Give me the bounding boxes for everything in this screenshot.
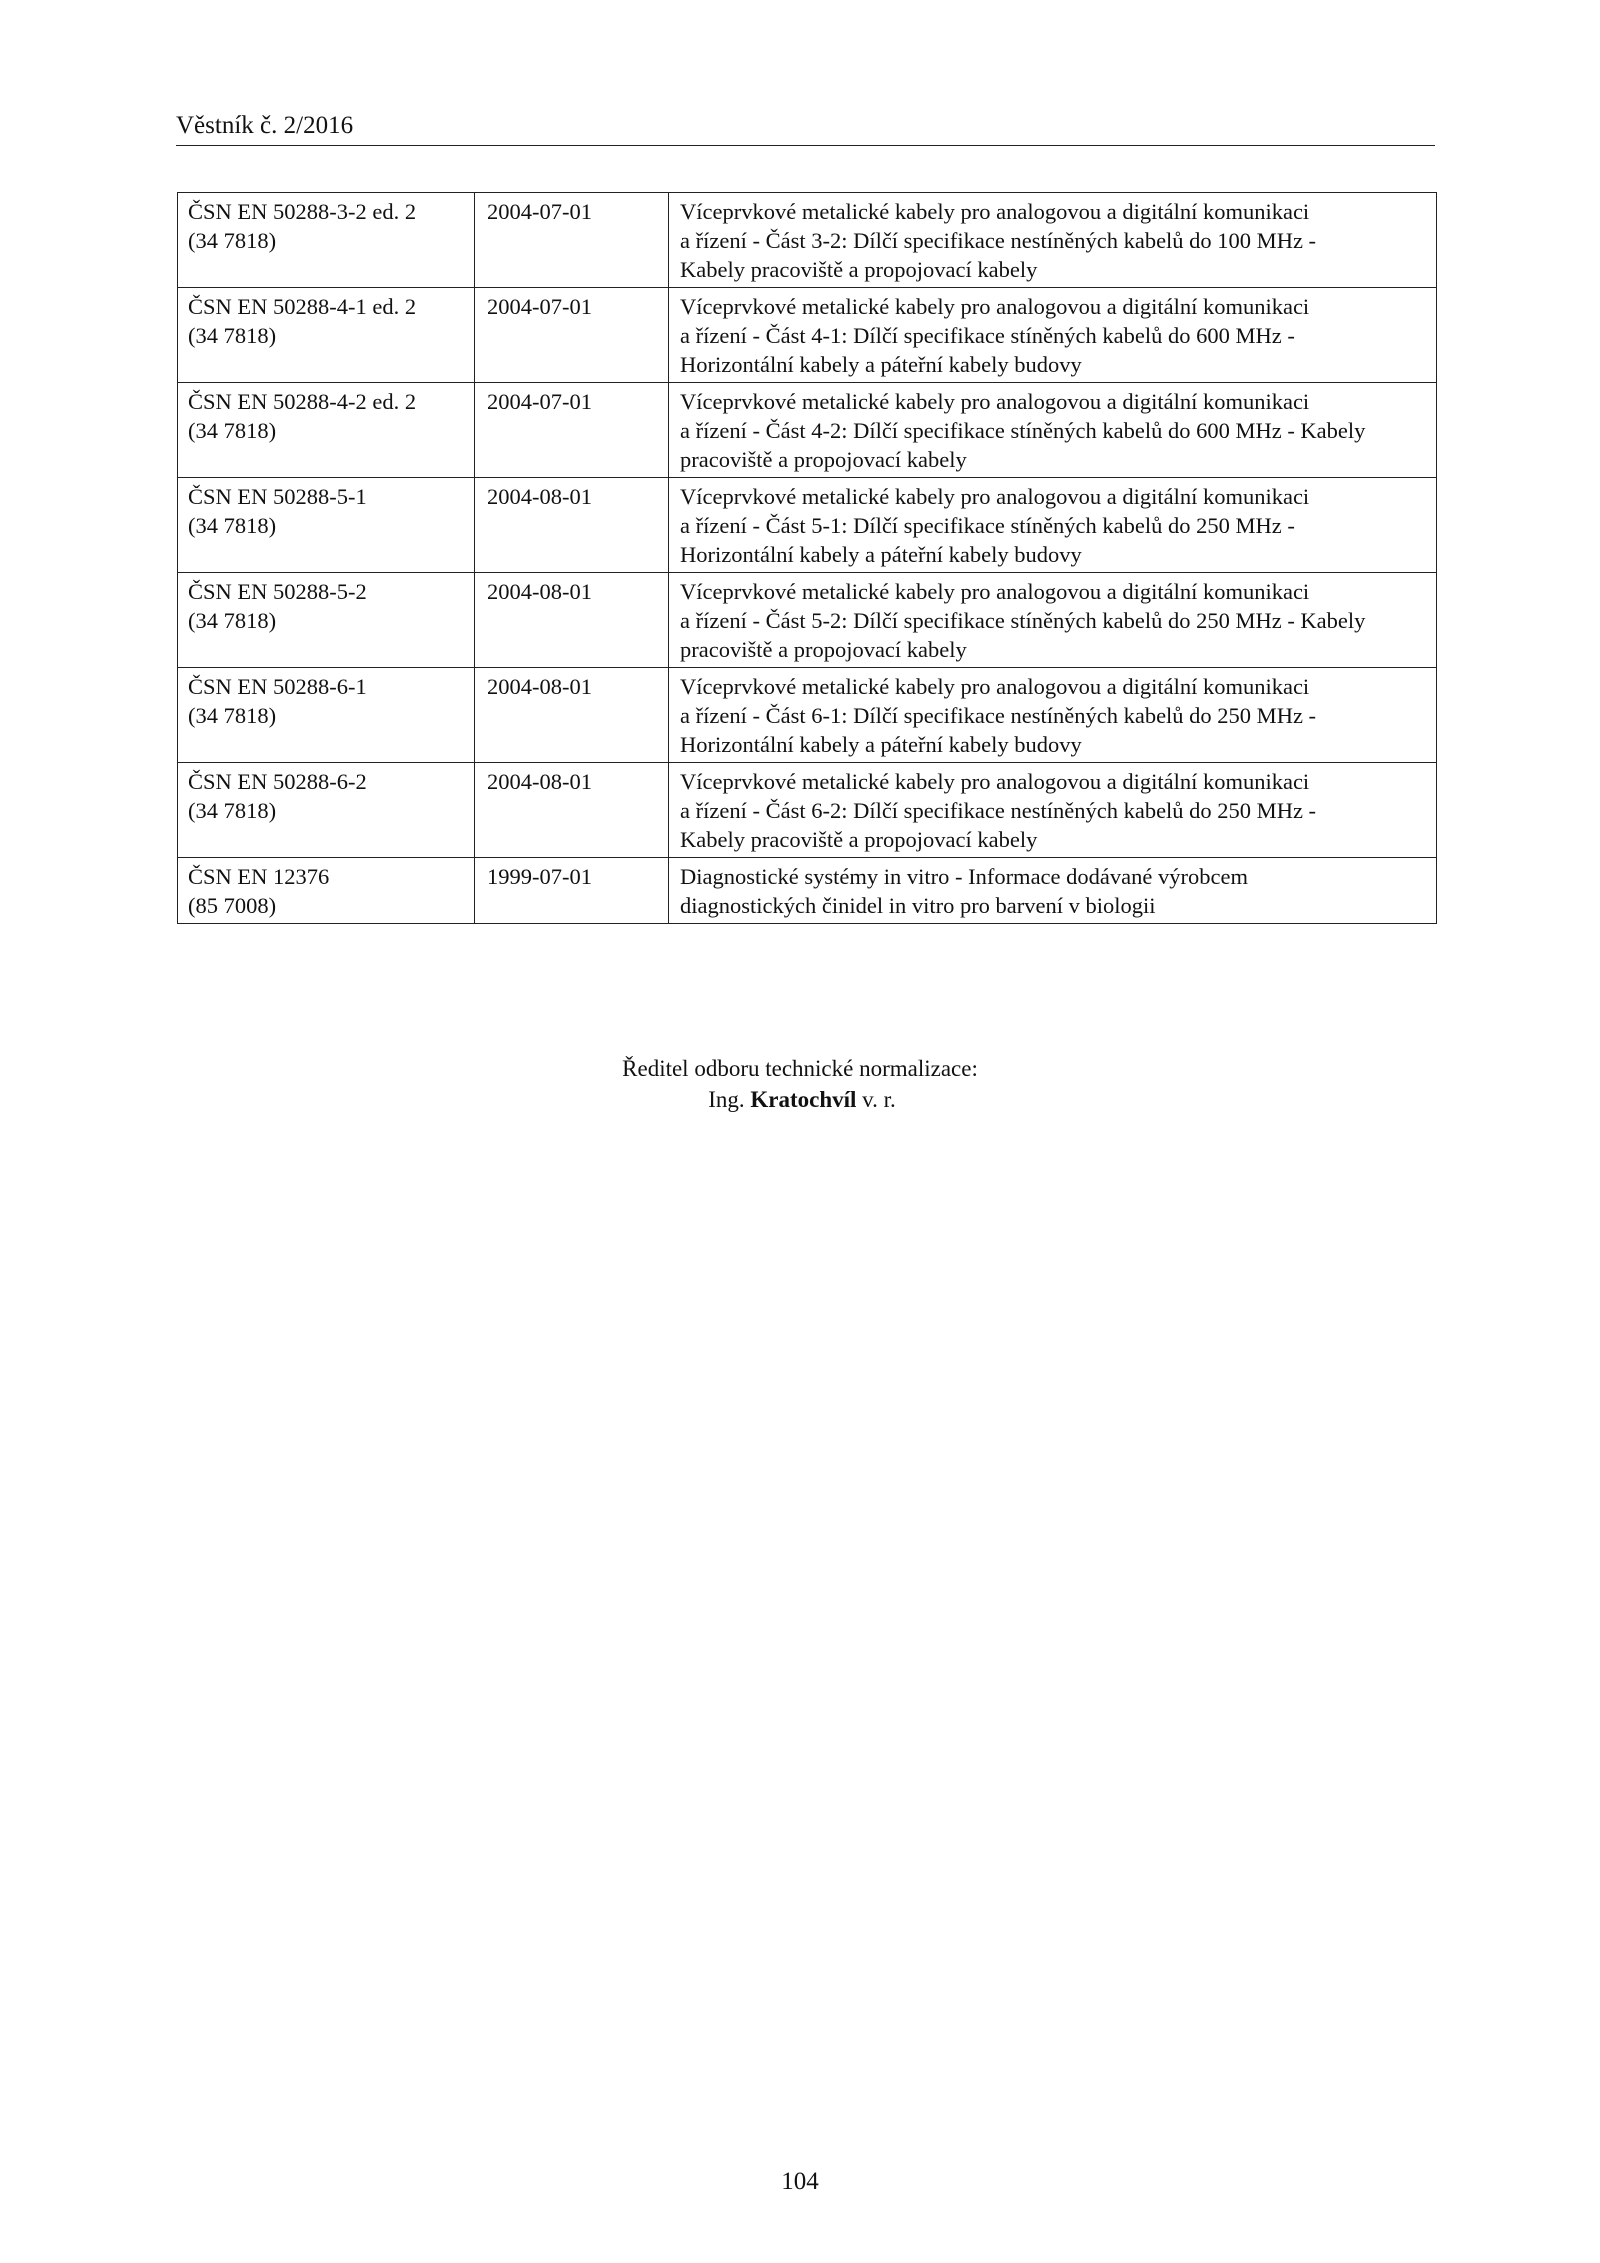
effective-date: 2004-08-01 [487, 769, 592, 794]
signature-name: Kratochvíl [750, 1087, 857, 1112]
description-line: Víceprvkové metalické kabely pro analogovou a digitální komunikaci [680, 484, 1310, 509]
table-row [178, 478, 1437, 573]
standard-class-number: (34 7818) [188, 703, 277, 728]
description-line: Víceprvkové metalické kabely pro analogovou a digitální komunikaci [680, 674, 1310, 699]
description-line: Kabely pracoviště a propojovací kabely [680, 257, 1038, 282]
description-line: Diagnostické systémy in vitro - Informace dodávané výrobcem [680, 864, 1248, 889]
description-line: Horizontální kabely a páteřní kabely budovy [680, 542, 1082, 567]
signature-name-line [0, 1084, 1600, 1115]
standard-cell [178, 383, 475, 478]
description-line: diagnostických činidel in vitro pro barvení v biologii [680, 893, 1156, 918]
standard-code: ČSN EN 50288-5-1 [188, 484, 367, 509]
table-row [178, 573, 1437, 668]
standard-code: ČSN EN 50288-6-2 [188, 769, 367, 794]
standard-cell [178, 763, 475, 858]
description-line: a řízení - Část 5-1: Dílčí specifikace stíněných kabelů do 250 MHz - [680, 513, 1295, 538]
signature-role: Ředitel odboru technické normalizace: [622, 1056, 978, 1081]
description-cell [669, 193, 1437, 288]
description-line: Víceprvkové metalické kabely pro analogovou a digitální komunikaci [680, 294, 1310, 319]
description-line: Víceprvkové metalické kabely pro analogovou a digitální komunikaci [680, 199, 1310, 224]
signature-prefix: Ing. [708, 1087, 745, 1112]
effective-date: 2004-07-01 [487, 294, 592, 319]
effective-date: 2004-07-01 [487, 199, 592, 224]
table-row [178, 383, 1437, 478]
standard-cell [178, 288, 475, 383]
description-cell [669, 573, 1437, 668]
standard-code: ČSN EN 50288-4-2 ed. 2 [188, 389, 417, 414]
standard-code: ČSN EN 50288-6-1 [188, 674, 367, 699]
description-line: a řízení - Část 6-2: Dílčí specifikace nestíněných kabelů do 250 MHz - [680, 798, 1317, 823]
standard-cell [178, 193, 475, 288]
description-cell [669, 858, 1437, 924]
standard-class-number: (34 7818) [188, 513, 277, 538]
effective-date-cell [475, 668, 669, 763]
standard-class-number: (85 7008) [188, 893, 277, 918]
journal-title: Věstník č. 2/2016 [176, 112, 354, 139]
description-cell [669, 383, 1437, 478]
table-row [178, 668, 1437, 763]
effective-date: 2004-08-01 [487, 579, 592, 604]
page-number: 104 [781, 2168, 819, 2195]
signature-block [0, 1053, 1600, 1115]
description-line: Víceprvkové metalické kabely pro analogovou a digitální komunikaci [680, 389, 1310, 414]
description-line: Kabely pracoviště a propojovací kabely [680, 827, 1038, 852]
description-line: Víceprvkové metalické kabely pro analogovou a digitální komunikaci [680, 579, 1310, 604]
standard-code: ČSN EN 50288-4-1 ed. 2 [188, 294, 417, 319]
table-row [178, 763, 1437, 858]
table-row [178, 858, 1437, 924]
standard-code: ČSN EN 50288-3-2 ed. 2 [188, 199, 417, 224]
page-header [176, 112, 1435, 146]
description-line: Horizontální kabely a páteřní kabely budovy [680, 732, 1082, 757]
standard-code: ČSN EN 12376 [188, 864, 330, 889]
signature-suffix: v. r. [862, 1087, 896, 1112]
description-cell [669, 288, 1437, 383]
standard-cell [178, 858, 475, 924]
standard-cell [178, 478, 475, 573]
standard-cell [178, 573, 475, 668]
table-row [178, 193, 1437, 288]
standard-class-number: (34 7818) [188, 608, 277, 633]
description-line: a řízení - Část 3-2: Dílčí specifikace nestíněných kabelů do 100 MHz - [680, 228, 1317, 253]
table-row [178, 288, 1437, 383]
description-line: a řízení - Část 4-1: Dílčí specifikace stíněných kabelů do 600 MHz - [680, 323, 1295, 348]
effective-date-cell [475, 763, 669, 858]
standard-code: ČSN EN 50288-5-2 [188, 579, 367, 604]
effective-date-cell [475, 858, 669, 924]
effective-date-cell [475, 193, 669, 288]
standards-table-body [178, 193, 1437, 924]
standard-cell [178, 668, 475, 763]
standards-table [177, 192, 1437, 924]
description-cell [669, 668, 1437, 763]
description-line: pracoviště a propojovací kabely [680, 637, 967, 662]
description-line: a řízení - Část 5-2: Dílčí specifikace stíněných kabelů do 250 MHz - Kabely [680, 608, 1366, 633]
effective-date: 1999-07-01 [487, 864, 592, 889]
description-line: a řízení - Část 4-2: Dílčí specifikace stíněných kabelů do 600 MHz - Kabely [680, 418, 1366, 443]
description-line: a řízení - Část 6-1: Dílčí specifikace nestíněných kabelů do 250 MHz - [680, 703, 1317, 728]
effective-date-cell [475, 288, 669, 383]
standard-class-number: (34 7818) [188, 323, 277, 348]
description-cell [669, 763, 1437, 858]
effective-date: 2004-08-01 [487, 484, 592, 509]
description-line: Horizontální kabely a páteřní kabely budovy [680, 352, 1082, 377]
effective-date: 2004-07-01 [487, 389, 592, 414]
description-cell [669, 478, 1437, 573]
effective-date: 2004-08-01 [487, 674, 592, 699]
standard-class-number: (34 7818) [188, 798, 277, 823]
effective-date-cell [475, 383, 669, 478]
effective-date-cell [475, 478, 669, 573]
standard-class-number: (34 7818) [188, 228, 277, 253]
standard-class-number: (34 7818) [188, 418, 277, 443]
description-line: Víceprvkové metalické kabely pro analogovou a digitální komunikaci [680, 769, 1310, 794]
effective-date-cell [475, 573, 669, 668]
description-line: pracoviště a propojovací kabely [680, 447, 967, 472]
